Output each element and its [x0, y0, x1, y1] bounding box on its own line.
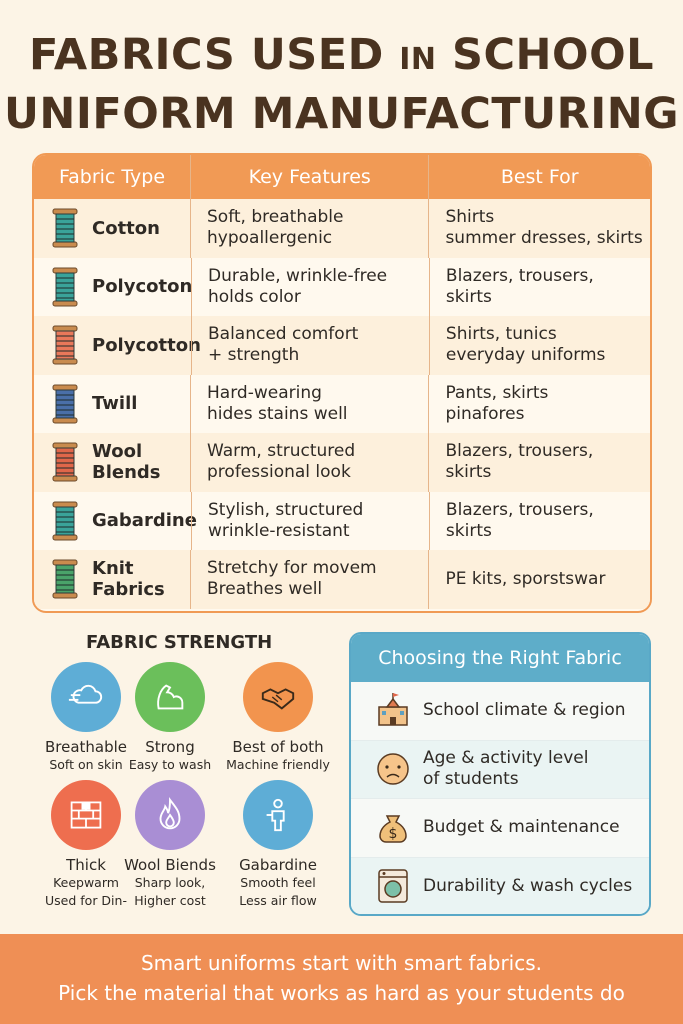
strength-label: Wool Biends — [124, 856, 216, 874]
flame-icon — [135, 780, 205, 850]
strength-label: Thick — [66, 856, 106, 874]
title-text-b: SCHOOL — [436, 30, 655, 80]
choose-item-text: Budget & maintenance — [423, 817, 620, 838]
fabric-name: Twill — [92, 393, 138, 415]
fabric-cell — [34, 492, 197, 551]
spool-icon — [52, 442, 78, 482]
choose-item-text: Durability & wash cycles — [423, 875, 633, 896]
footer-line-1: Smart uniforms start with smart fabrics. — [140, 951, 543, 975]
spool-icon — [52, 501, 78, 541]
strength-item — [218, 662, 338, 774]
choose-title: Choosing the Right Fabric — [351, 634, 649, 682]
strength-item — [218, 780, 338, 910]
choose-item — [351, 682, 649, 741]
choose-item — [351, 858, 649, 917]
table-row — [34, 199, 650, 258]
svg-text:$: $ — [388, 825, 398, 842]
fabric-name: Knit Fabrics — [92, 558, 165, 601]
handshake-icon — [243, 662, 313, 732]
strength-sub: Keepwarm Used for Din- — [45, 875, 127, 908]
title-line-1 — [0, 28, 683, 87]
table-row — [34, 550, 650, 609]
features-cell: Warm, structured professional look — [190, 433, 428, 492]
fabric-cell — [34, 258, 191, 317]
strength-label: Best of both — [232, 738, 324, 756]
title-line-2: UNIFORM MANUFACTURING — [3, 89, 680, 139]
child-face-icon — [373, 749, 413, 789]
table-row — [34, 492, 650, 551]
strength-sub: Sharp look, Higher cost — [134, 875, 206, 908]
table-row — [34, 258, 650, 317]
strength-sub: Machine friendly — [226, 757, 330, 772]
strength-item — [110, 780, 230, 910]
features-cell: Durable, wrinkle-free holds color — [191, 258, 429, 317]
fabric-name: Polycotton — [92, 334, 201, 356]
page-title — [0, 28, 683, 141]
strength-label: Strong — [145, 738, 195, 756]
table-header — [34, 155, 650, 199]
fabric-name: Cotton — [92, 217, 160, 239]
person-icon — [243, 780, 313, 850]
best-for-cell: Blazers, trousers, skirts — [429, 492, 650, 551]
title-text-in: IN — [399, 42, 437, 77]
best-for-cell: PE kits, sporstswar — [428, 550, 650, 609]
features-cell: Soft, breathable hypoallergenic — [190, 199, 428, 258]
best-for-cell: Shirts, tunics everyday uniforms — [429, 316, 650, 375]
features-cell: Balanced comfort + strength — [191, 316, 429, 375]
fabric-cell — [34, 316, 201, 375]
table-row — [34, 316, 650, 375]
spool-icon — [52, 208, 78, 248]
choose-item-text: Age & activity level of students — [423, 748, 589, 790]
spool-icon — [52, 559, 78, 599]
strength-sub: Soft on skin — [49, 757, 123, 772]
fabric-name: Wool Blends — [92, 441, 161, 484]
choose-item — [351, 799, 649, 858]
footer-line-2: Pick the material that works as hard as your students do — [58, 981, 625, 1005]
features-cell: Stretchy for movem Breathes well — [190, 550, 428, 609]
choose-item-text: School climate & region — [423, 700, 626, 721]
washing-machine-icon — [373, 866, 413, 906]
header-fabric-type: Fabric Type — [58, 166, 166, 188]
table-body — [34, 199, 650, 609]
strength-title: FABRIC STRENGTH — [86, 632, 273, 653]
features-cell: Stylish, structured wrinkle-resistant — [191, 492, 429, 551]
fabric-name: Gabardine — [92, 510, 197, 532]
strength-item — [110, 662, 230, 774]
fabric-cell — [34, 375, 190, 434]
spool-icon — [52, 325, 78, 365]
best-for-cell: Blazers, trousers, skirts — [429, 258, 650, 317]
spool-icon — [52, 267, 78, 307]
strength-sub: Easy to wash — [128, 757, 212, 772]
fabric-name: Polycoton — [92, 276, 193, 298]
footer-banner — [0, 934, 683, 1024]
choose-item — [351, 741, 649, 800]
choose-list — [351, 682, 649, 916]
money-bag-icon — [373, 808, 413, 848]
fabric-table — [32, 153, 652, 613]
table-row — [34, 433, 650, 492]
best-for-cell: Pants, skirts pinafores — [428, 375, 650, 434]
best-for-cell: Blazers, trousers, skirts — [428, 433, 650, 492]
strength-label: Gabardine — [239, 856, 317, 874]
header-best-for: Best For — [428, 155, 650, 199]
features-cell: Hard-wearing hides stains well — [190, 375, 428, 434]
best-for-cell: Shirts summer dresses, skirts — [428, 199, 650, 258]
choose-panel — [349, 632, 651, 916]
spool-icon — [52, 384, 78, 424]
muscle-icon — [135, 662, 205, 732]
fabric-cell — [34, 199, 190, 258]
header-key-features: Key Features — [190, 155, 428, 199]
strength-label: Breathable — [44, 738, 128, 756]
table-row — [34, 375, 650, 434]
fabric-cell — [34, 433, 190, 492]
fabric-cell — [34, 550, 190, 609]
school-building-icon — [373, 691, 413, 731]
strength-sub: Smooth feel Less air flow — [239, 875, 317, 908]
title-text-a: FABRICS USED — [28, 30, 400, 80]
